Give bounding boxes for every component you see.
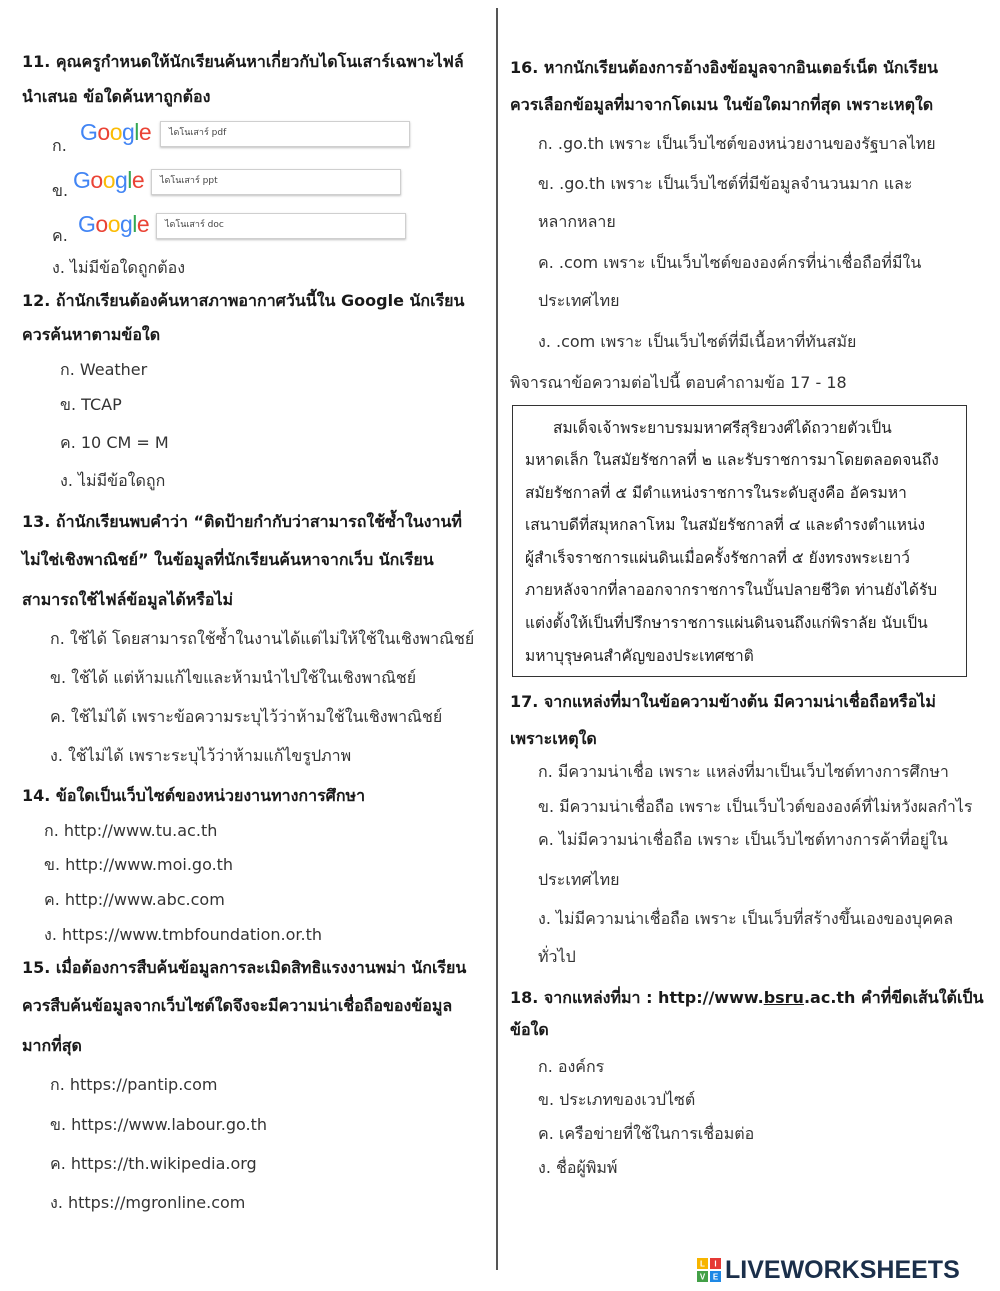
q16-option-b[interactable]: ข. .go.th เพราะ เป็นเว็บไซต์ที่มีข้อมูลจำนวนมาก และ [538, 174, 913, 193]
q15-option-d[interactable]: ง. https://mgronline.com [50, 1193, 246, 1212]
q15-text-2: ควรสืบค้นข้อมูลจากเว็บไซต์ใดจึงจะมีความน่าเชื่อถือของข้อมูล [22, 996, 453, 1015]
q12-option-b[interactable]: ข. TCAP [60, 395, 122, 414]
q11-option-d[interactable]: ง. ไม่มีข้อใดถูกต้อง [52, 258, 186, 277]
q16-option-c[interactable]: ค. .com เพราะ เป็นเว็บไซต์ขององค์กรที่น่าเชื่อถือที่มีใน [538, 253, 922, 272]
q15-option-a[interactable]: ก. https://pantip.com [50, 1075, 218, 1094]
q17-option-b[interactable]: ข. มีความน่าเชื่อถือ เพราะ เป็นเว็บไวต์ขององค์ที่ไม่หวังผลกำไร [538, 797, 973, 816]
q11-option-b-label[interactable]: ข. [52, 181, 69, 200]
q12-text-2: ควรค้นหาตามข้อใด [22, 325, 161, 344]
q17-option-d-cont: ทั่วไป [538, 947, 576, 966]
q12-option-d[interactable]: ง. ไม่มีข้อใดถูก [60, 471, 166, 490]
passage-line-5: ผู้สำเร็จราชการแผ่นดินเมื่อครั้งรัชกาลที่ ๕ ยังทรงพระเยาว์ [525, 549, 910, 567]
passage-line-7: แต่งตั้งให้เป็นที่ปรึกษาราชการแผ่นดินจนถึงแก่พิราลัย นับเป็น [525, 614, 928, 632]
passage-box [512, 405, 967, 677]
q13-option-b[interactable]: ข. ใช้ได้ แต่ห้ามแก้ไขและห้ามนำไปใช้ในเชิงพาณิชย์ [50, 668, 417, 687]
q12-text-1: 12. ถ้านักเรียนต้องค้นหาสภาพอากาศวันนี้ใน Google นักเรียน [22, 291, 465, 310]
q11-option-a-search-field: ไดโนเสาร์ pdf [160, 121, 410, 147]
q11-text-1: 11. คุณครูกำหนดให้นักเรียนค้นหาเกี่ยวกับไดโนเสาร์เฉพาะไฟล์ [22, 52, 464, 71]
q13-option-a[interactable]: ก. ใช้ได้ โดยสามารถใช้ซ้ำในงานได้แต่ไม่ให้ใช้ในเชิงพาณิชย์ [50, 629, 475, 648]
q12-option-a[interactable]: ก. Weather [60, 360, 148, 379]
q16-option-d[interactable]: ง. .com เพราะ เป็นเว็บไซต์ที่มีเนื้อหาที่ทันสมัย [538, 332, 857, 351]
q14-text-1: 14. ข้อใดเป็นเว็บไซต์ของหน่วยงานทางการศึกษา [22, 786, 366, 805]
q17-text-2: เพราะเหตุใด [510, 729, 597, 748]
q11-text-2: นำเสนอ ข้อใดค้นหาถูกต้อง [22, 87, 211, 106]
q11-option-b-search-field: ไดโนเสาร์ ppt [151, 169, 401, 195]
q11-option-c-search [78, 211, 408, 245]
q16-option-b-cont: หลากหลาย [538, 212, 616, 231]
q18-text-2: ข้อใด [510, 1020, 549, 1039]
passage-line-8: มหาบุรุษคนสำคัญของประเทศชาติ [525, 647, 754, 665]
q17-option-a[interactable]: ก. มีความน่าเชื่อ เพราะ แหล่งที่มาเป็นเว็บไซต์ทางการศึกษา [538, 762, 949, 781]
liveworksheets-icon [697, 1258, 721, 1282]
q13-option-d[interactable]: ง. ใช้ไม่ได้ เพราะระบุไว้ว่าห้ามแก้ไขรูปภาพ [50, 746, 352, 765]
q14-option-c[interactable]: ค. http://www.abc.com [44, 890, 225, 909]
passage-line-6: ภายหลังจากที่ลาออกจากราชการในบั้นปลายชีวิต ท่านยังได้รับ [525, 581, 938, 599]
passage-line-4: เสนาบดีที่สมุหกลาโหม ในสมัยรัชกาลที่ ๔ และดำรงตำแหน่ง [525, 516, 926, 534]
q14-option-a[interactable]: ก. http://www.tu.ac.th [44, 821, 218, 840]
icon-letter-e: E [712, 1272, 719, 1282]
q11-option-c-label[interactable]: ค. [52, 226, 68, 245]
icon-letter-v: V [699, 1272, 706, 1282]
q15-option-b[interactable]: ข. https://www.labour.go.th [50, 1115, 268, 1134]
q18-underlined-word: bsru [763, 988, 804, 1007]
q16-option-c-cont: ประเทศไทย [538, 291, 620, 310]
q18-suffix: .ac.th คำที่ขีดเส้นใต้เป็น [803, 988, 984, 1007]
icon-letter-i: I [714, 1259, 717, 1269]
q14-option-d[interactable]: ง. https://www.tmbfoundation.or.th [44, 925, 323, 944]
q11-option-a-search [80, 119, 410, 153]
passage-line-1: สมเด็จเจ้าพระยาบรมมหาศรีสุริยวงศ์ได้ถวายตัวเป็น [553, 419, 892, 437]
q13-text-1: 13. ถ้านักเรียนพบคำว่า “ติดป้ายกำกับว่าสามารถใช้ซ้ำในงานที่ [22, 512, 462, 531]
q11-option-b-search [73, 167, 403, 201]
q17-option-d[interactable]: ง. ไม่มีความน่าเชื่อถือ เพราะ เป็นเว็บที่สร้างขึ้นเองของบุคคล [538, 909, 954, 928]
passage-line-3: สมัยรัชกาลที่ ๕ มีตำแหน่งราชการในระดับสูงคือ อัครมหา [525, 484, 907, 502]
q16-option-a[interactable]: ก. .go.th เพราะ เป็นเว็บไซต์ของหน่วยงานของรัฐบาลไทย [538, 134, 936, 153]
liveworksheets-brand: LIVEWORKSHEETS [725, 1256, 960, 1284]
passage-line-2: มหาดเล็ก ในสมัยรัชกาลที่ ๒ และรับราชการมาโดยตลอดจนถึง [525, 451, 939, 469]
q18-text-1 [510, 988, 984, 1007]
q18-option-b[interactable]: ข. ประเภทของเวปไซต์ [538, 1090, 696, 1109]
q15-text-3: มากที่สุด [22, 1036, 82, 1055]
q18-option-d[interactable]: ง. ชื่อผู้พิมพ์ [538, 1158, 618, 1177]
column-divider [496, 8, 498, 1270]
google-logo: Google [80, 119, 152, 145]
q11-option-c-search-field: ไดโนเสาร์ doc [156, 213, 406, 239]
q17-option-c-cont: ประเทศไทย [538, 870, 620, 889]
icon-letter-l: L [700, 1259, 705, 1269]
q11-option-a-label[interactable]: ก. [52, 136, 67, 155]
passage-intro: พิจารณาข้อความต่อไปนี้ ตอบคำถามข้อ 17 - 18 [510, 373, 847, 392]
q16-text-1: 16. หากนักเรียนต้องการอ้างอิงข้อมูลจากอินเตอร์เน็ต นักเรียน [510, 58, 938, 77]
q15-option-c[interactable]: ค. https://th.wikipedia.org [50, 1154, 257, 1173]
q13-text-2: ไม่ใช่เชิงพาณิชย์” ในข้อมูลที่นักเรียนค้นหาจากเว็บ นักเรียน [22, 550, 434, 569]
q13-option-c[interactable]: ค. ใช้ไม่ได้ เพราะข้อความระบุไว้ว่าห้ามใช้ในเชิงพาณิชย์ [50, 707, 443, 726]
q14-option-b[interactable]: ข. http://www.moi.go.th [44, 855, 234, 874]
q18-option-c[interactable]: ค. เครือข่ายที่ใช้ในการเชื่อมต่อ [538, 1124, 755, 1143]
q13-text-3: สามารถใช้ไฟล์ข้อมูลได้หรือไม่ [22, 590, 234, 609]
q17-text-1: 17. จากแหล่งที่มาในข้อความข้างต้น มีความน่าเชื่อถือหรือไม่ [510, 692, 936, 711]
google-logo: Google [78, 211, 150, 237]
q15-text-1: 15. เมื่อต้องการสืบค้นข้อมูลการละเมิดสิทธิแรงงานพม่า นักเรียน [22, 958, 467, 977]
q17-option-c[interactable]: ค. ไม่มีความน่าเชื่อถือ เพราะ เป็นเว็บไซต์ทางการค้าที่อยู่ใน [538, 830, 948, 849]
google-logo: Google [73, 167, 145, 193]
q18-option-a[interactable]: ก. องค์กร [538, 1057, 605, 1076]
q12-option-c[interactable]: ค. 10 CM = M [60, 433, 169, 452]
q18-prefix: 18. จากแหล่งที่มา : http://www. [510, 988, 764, 1007]
q16-text-2: ควรเลือกข้อมูลที่มาจากโดเมน ในข้อใดมากที่สุด เพราะเหตุใด [510, 95, 934, 114]
